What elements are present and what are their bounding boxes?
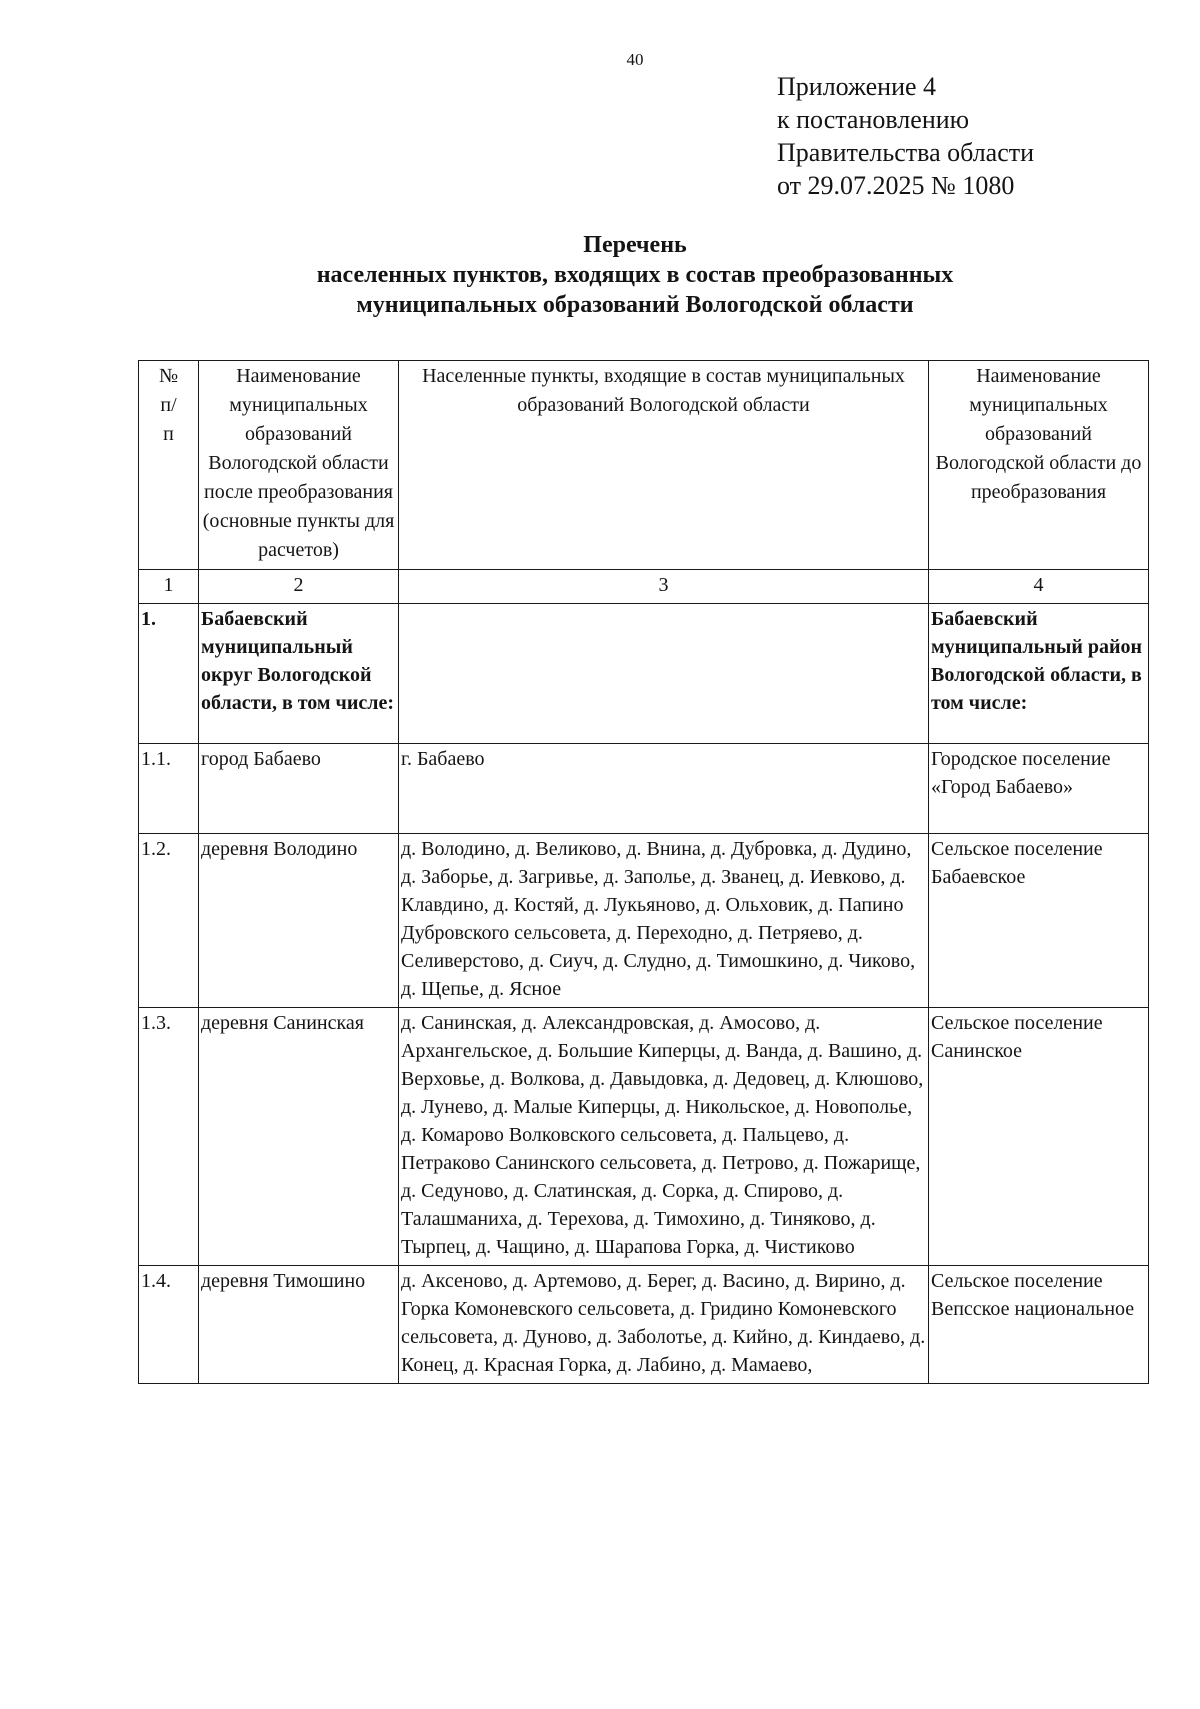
table-row <box>139 604 1149 744</box>
column-number: 4 <box>929 570 1149 604</box>
page-number: 40 <box>626 50 644 69</box>
title-line-3: муниципальных образований Вологодской области <box>356 292 914 318</box>
row-number: 1.3. <box>139 1008 199 1266</box>
header-before: Наименование муниципальных образований Вологодской области до преобразования <box>929 361 1149 570</box>
table-row <box>139 834 1149 1008</box>
row-settlements: г. Бабаево <box>399 744 929 834</box>
row-number: 1.4. <box>139 1266 199 1384</box>
title-line-1: Перечень <box>583 232 687 258</box>
column-number-row <box>139 570 1149 604</box>
header-settlements: Населенные пункты, входящие в состав муниципальных образований Вологодской области <box>399 361 929 570</box>
appendix-block <box>777 70 1034 202</box>
row-before: Городское поселение «Город Бабаево» <box>929 744 1149 834</box>
row-settlements: д. Володино, д. Великово, д. Внина, д. Дубровка, д. Дудино, д. Заборье, д. Загривье, д. Заполье, д. Званец, д. Иевково, д. Клавдино, д. Костяй, д. Лукьяново, д. Ольховик, д. Папино Дубровского сельсовета, д. Переходно, д. Петряево, д. Селиверстово, д. Сиуч, д. Слудно, д. Тимошкино, д. Чиково, д. Щепье, д. Ясное <box>399 834 929 1008</box>
column-number: 2 <box>199 570 399 604</box>
table-header-row <box>139 361 1149 570</box>
appendix-line-3: Правительства области <box>777 138 1035 167</box>
appendix-line-4: от 29.07.2025 № 1080 <box>777 171 1015 200</box>
row-number: 1. <box>139 604 199 744</box>
row-number: 1.1. <box>139 744 199 834</box>
row-settlements: д. Санинская, д. Александровская, д. Амосово, д. Архангельское, д. Большие Киперцы, д. Ванда, д. Вашино, д. Верховье, д. Волкова, д. Давыдовка, д. Дедовец, д. Клюшово, д. Лунево, д. Малые Киперцы, д. Никольское, д. Новополье, д. Комарово Волковского сельсовета, д. Пальцево, д. Петраково Санинского сельсовета, д. Петрово, д. Пожарище, д. Седуново, д. Слатинская, д. Сорка, д. Спирово, д. Талашманиха, д. Терехова, д. Тимохино, д. Тиняково, д. Тырпец, д. Чащино, д. Шарапова Горка, д. Чистиково <box>399 1008 929 1266</box>
settlements-table <box>138 360 1149 1384</box>
row-after: Бабаевский муниципальный округ Вологодской области, в том числе: <box>199 604 399 744</box>
table-row <box>139 744 1149 834</box>
row-settlements <box>399 604 929 744</box>
row-after: деревня Тимошино <box>199 1266 399 1384</box>
header-number: № п/п <box>139 361 199 570</box>
row-before: Сельское поселение Санинское <box>929 1008 1149 1266</box>
column-number: 3 <box>399 570 929 604</box>
appendix-line-1: Приложение 4 <box>777 72 937 101</box>
appendix-line-2: к постановлению <box>777 105 970 134</box>
document-title <box>0 230 1200 320</box>
table-row <box>139 1008 1149 1266</box>
row-after: деревня Володино <box>199 834 399 1008</box>
row-before: Сельское поселение Бабаевское <box>929 834 1149 1008</box>
row-after: город Бабаево <box>199 744 399 834</box>
table-row <box>139 1266 1149 1384</box>
column-number: 1 <box>139 570 199 604</box>
row-after: деревня Санинская <box>199 1008 399 1266</box>
row-before: Сельское поселение Вепсское национальное <box>929 1266 1149 1384</box>
title-line-2: населенных пунктов, входящих в состав преобразованных <box>316 262 954 288</box>
header-after: Наименование муниципальных образований Вологодской области после преобразования (основные пункты для расчетов) <box>199 361 399 570</box>
row-before: Бабаевский муниципальный район Вологодской области, в том числе: <box>929 604 1149 744</box>
row-number: 1.2. <box>139 834 199 1008</box>
row-settlements: д. Аксеново, д. Артемово, д. Берег, д. Васино, д. Вирино, д. Горка Комоневского сельсовета, д. Гридино Комоневского сельсовета, д. Дуново, д. Заболотье, д. Кийно, д. Киндаево, д. Конец, д. Красная Горка, д. Лабино, д. Мамаево, <box>399 1266 929 1384</box>
